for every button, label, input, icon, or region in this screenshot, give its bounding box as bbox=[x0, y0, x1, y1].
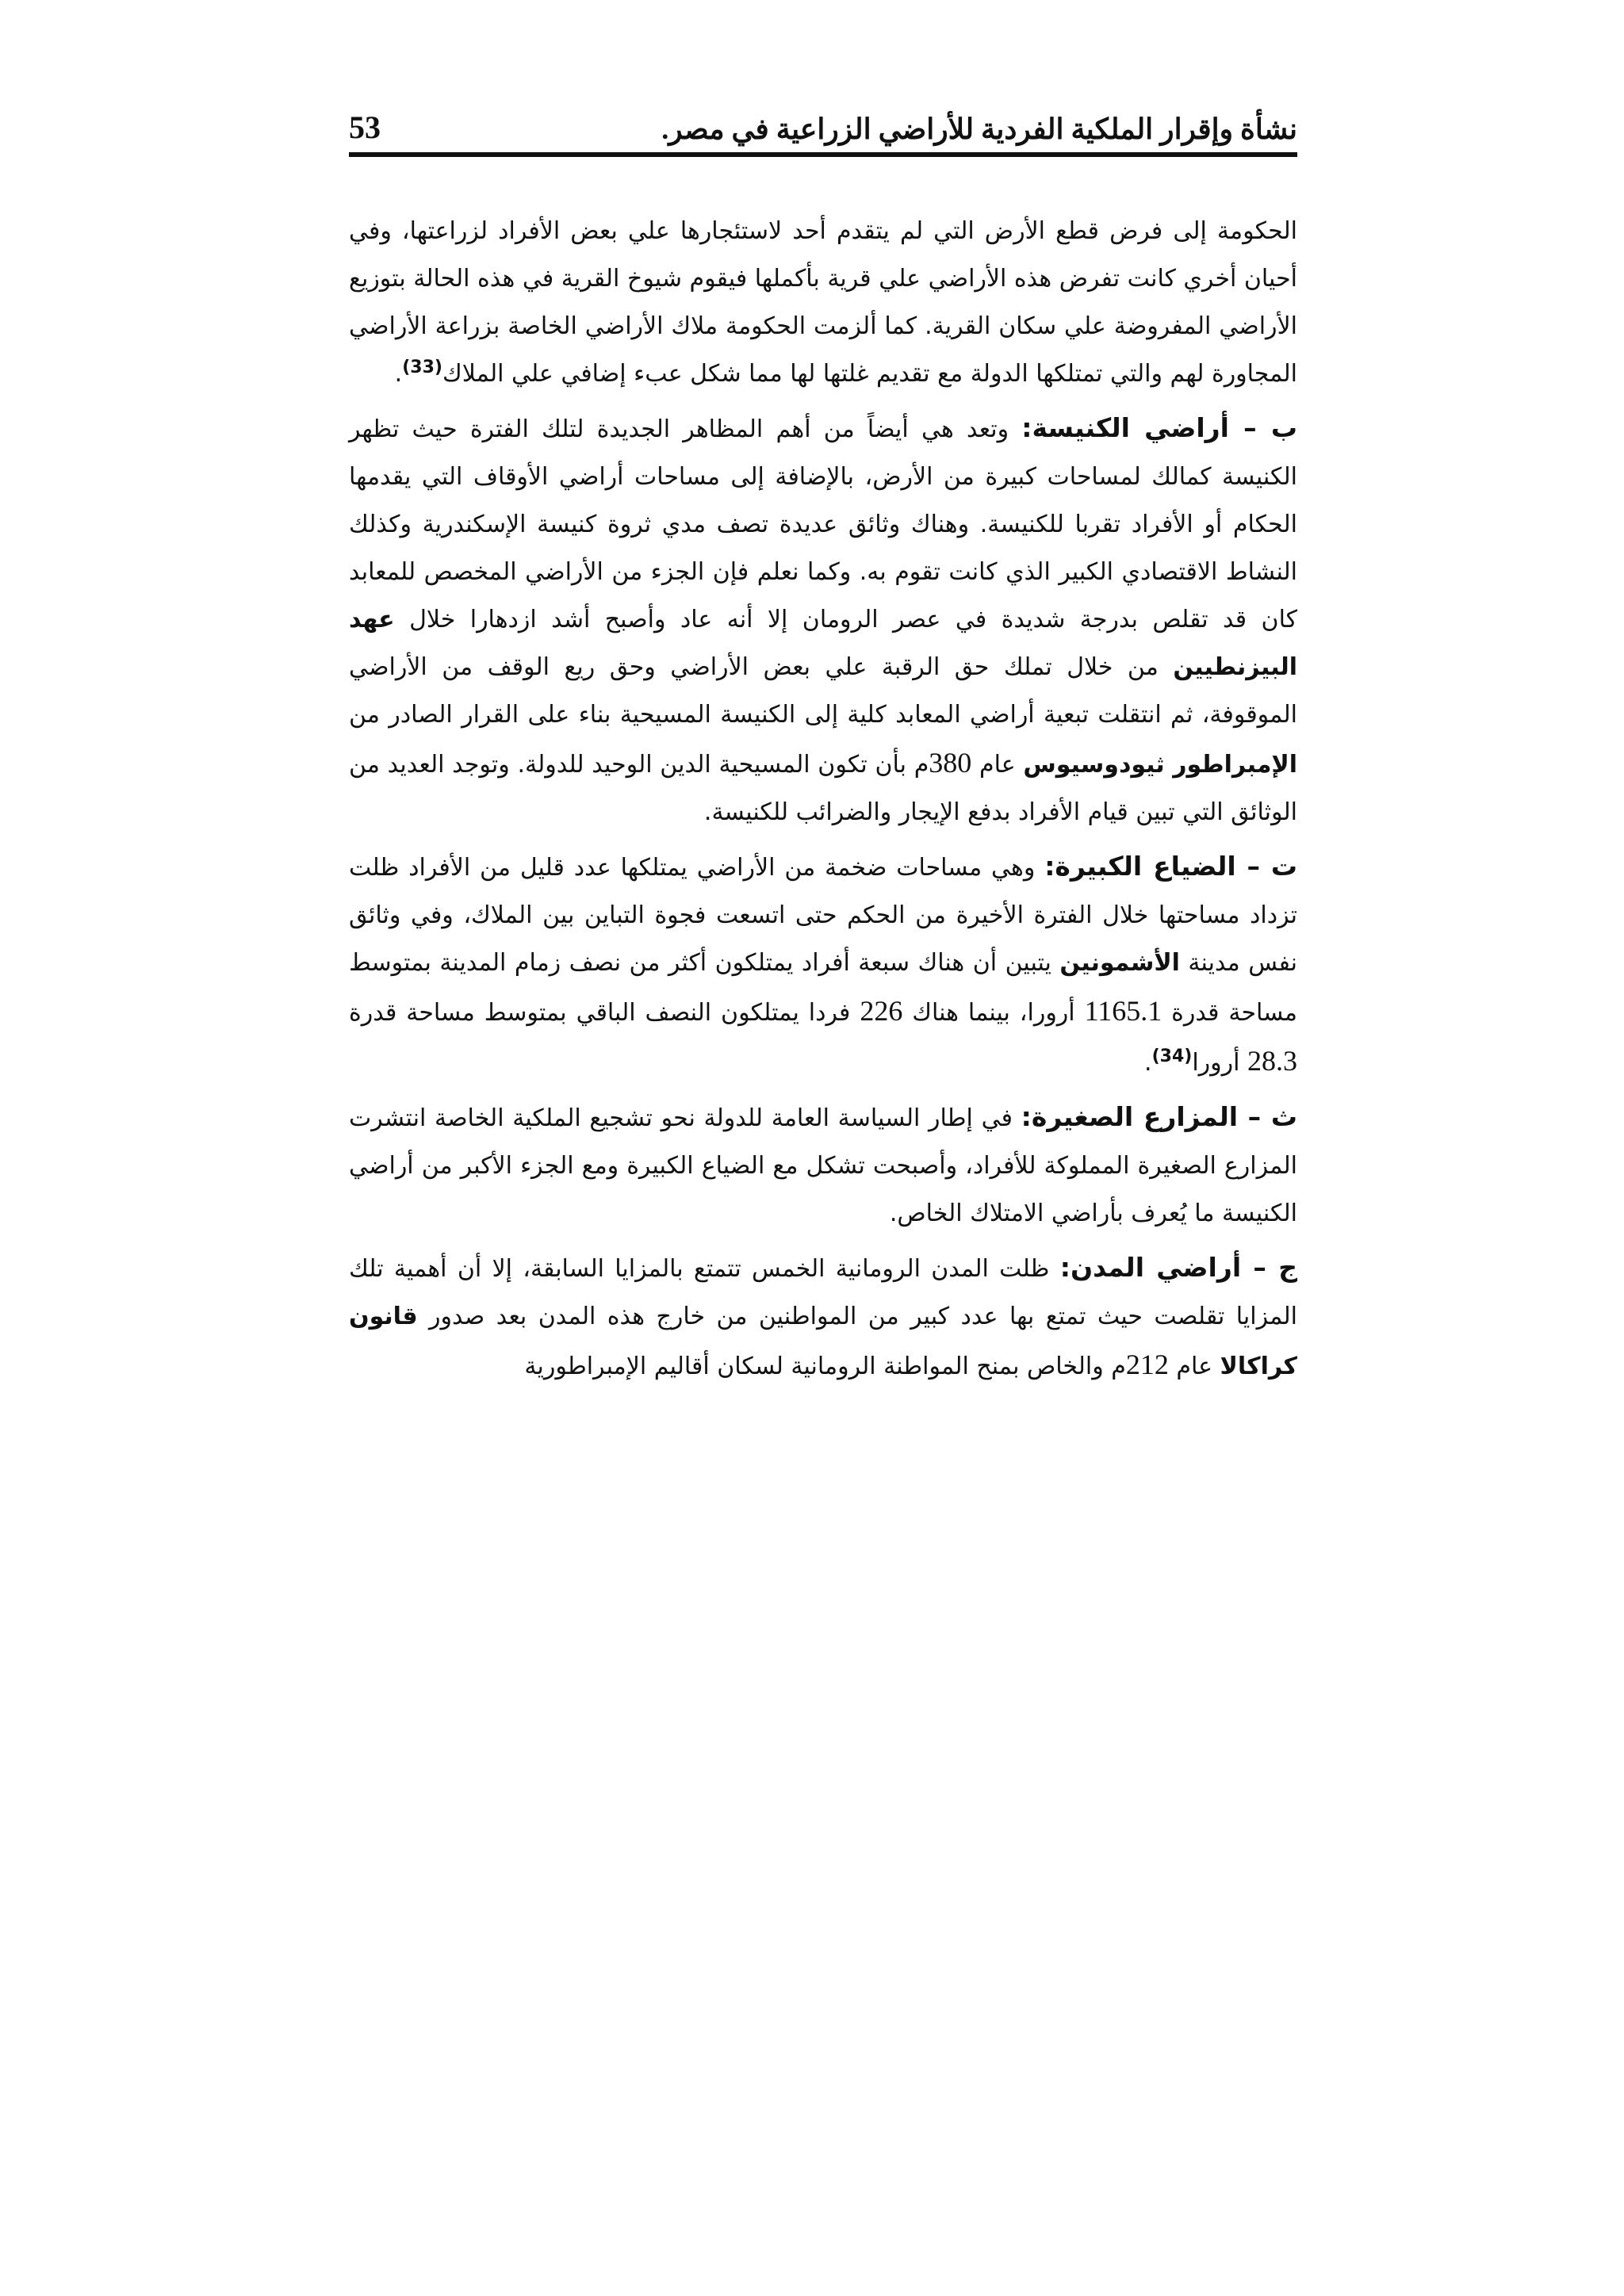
paragraph-text: م والخاص بمنح المواطنة الرومانية لسكان أقاليم الإمبراطورية bbox=[524, 1353, 1126, 1380]
paragraph-large-estates bbox=[349, 843, 1297, 1087]
paragraph-text: ظلت المدن الرومانية الخمس تتمتع بالمزايا السابقة، إلا أن أهمية تلك المزايا تقلصت حيث تمتع بها عدد كبير من المواطنين من خارج هذه المدن بعد صدور bbox=[349, 1255, 1297, 1330]
header-title: نشأة وإقرار الملكية الفردية للأراضي الزراعية في مصر. bbox=[661, 113, 1297, 145]
bold-term: قانون كراكالا bbox=[349, 1303, 1297, 1380]
paragraph-church-lands bbox=[349, 404, 1297, 836]
section-heading: ث – المزارع الصغيرة: bbox=[1021, 1101, 1297, 1132]
running-header bbox=[349, 94, 1297, 157]
area-number: 1165.1 bbox=[1084, 995, 1162, 1027]
bold-term: الإمبراطور ثيودوسيوس bbox=[1023, 751, 1298, 779]
paragraph-text: فردا يمتلكون النصف الباقي بمتوسط مساحة قدرة bbox=[349, 999, 860, 1027]
paragraph-text: الحكومة إلى فرض قطع الأرض التي لم يتقدم أحد لاستئجارها علي بعض الأفراد لزراعتها، وفي أحيان أخري كانت تفرض هذه الأراضي علي قرية بأكملها فيقوم شيوخ القرية في هذه الحالة بتوزيع الأراضي المفروضة علي سكان القرية. كما ألزمت الحكومة ملاك الأراضي الخاصة بزراعة الأراضي المجاورة لهم والتي تمتلكها الدولة مع تقديم غلتها لها مما شكل عبء إضافي علي الملاك bbox=[349, 217, 1297, 388]
section-heading: ت – الضياع الكبيرة: bbox=[1044, 851, 1298, 882]
section-heading: ب – أراضي الكنيسة: bbox=[1021, 412, 1297, 443]
bold-term: عهد البيزنطيين bbox=[349, 606, 1297, 681]
year-number: 380 bbox=[929, 747, 972, 779]
paragraph-text: عام bbox=[971, 751, 1024, 779]
paragraph-text: أرورا bbox=[1192, 1049, 1247, 1077]
paragraph-end: . bbox=[394, 360, 403, 388]
paragraph-text: يتبين أن هناك سبعة أفراد يمتلكون أكثر من نصف زمام المدينة بمتوسط مساحة قدرة bbox=[349, 949, 1298, 1027]
paragraph-text: م بأن تكون المسيحية الدين الوحيد للدولة. وتوجد العديد من الوثائق التي تبين قيام الأفراد بدفع الإيجار والضرائب للكنيسة. bbox=[349, 751, 1297, 826]
area-number: 28.3 bbox=[1247, 1045, 1297, 1077]
footnote-ref-34: (34) bbox=[1151, 1047, 1193, 1066]
paragraph-text: من خلال تملك حق الرقبة علي بعض الأراضي وحق ريع الوقف من الأراضي الموقوفة، ثم انتقلت تبعية أراضي المعابد كلية إلى الكنيسة المسيحية بناء على القرار الصادر من bbox=[349, 653, 1297, 729]
page-number: 53 bbox=[349, 109, 381, 145]
body-text bbox=[349, 208, 1297, 1397]
paragraph-city-lands bbox=[349, 1244, 1297, 1391]
paragraph-text: وهي مساحات ضخمة من الأراضي يمتلكها عدد قليل من الأفراد ظلت تزداد مساحتها خلال الفترة الأخيرة من الحكم حتى اتسعت فجوة التباين بين الملاك، وفي وثائق نفس مدينة bbox=[349, 854, 1297, 977]
footnote-ref-33: (33) bbox=[402, 358, 442, 377]
count-number: 226 bbox=[860, 995, 903, 1027]
year-number: 212 bbox=[1125, 1349, 1169, 1380]
paragraph-intro bbox=[349, 208, 1297, 398]
paragraph-end: . bbox=[1144, 1049, 1152, 1077]
paragraph-text: أرورا، بينما هناك bbox=[902, 999, 1085, 1027]
paragraph-text: عام bbox=[1168, 1353, 1220, 1380]
paragraph-text: وتعد هي أيضاً من أهم المظاهر الجديدة لتلك الفترة حيث تظهر الكنيسة كمالك لمساحات كبيرة من الأرض، بالإضافة إلى مساحات أراضي الأوقاف التي يقدمها الحكام أو الأفراد تقربا للكنيسة. وهناك وثائق عديدة تصف مدي ثروة كنيسة الإسكندرية وكذلك النشاط الاقتصادي الكبير الذي كانت تقوم به. وكما نعلم فإن الجزء من الأراضي المخصص للمعابد كان قد تقلص بدرجة شديدة في عصر الرومان إلا أنه عاد وأصبح أشد ازدهارا خلال bbox=[349, 415, 1297, 633]
section-heading: ج – أراضي المدن: bbox=[1059, 1252, 1297, 1283]
paragraph-text: في إطار السياسة العامة للدولة نحو تشجيع الملكية الخاصة انتشرت المزارع الصغيرة المملوكة للأفراد، وأصبحت تشكل مع الضياع الكبيرة ومع الجزء الأكبر من أراضي الكنيسة ما يُعرف بأراضي الامتلاك الخاص. bbox=[349, 1104, 1297, 1227]
paragraph-small-farms bbox=[349, 1093, 1297, 1238]
bold-term: الأشمونين bbox=[1059, 949, 1180, 977]
